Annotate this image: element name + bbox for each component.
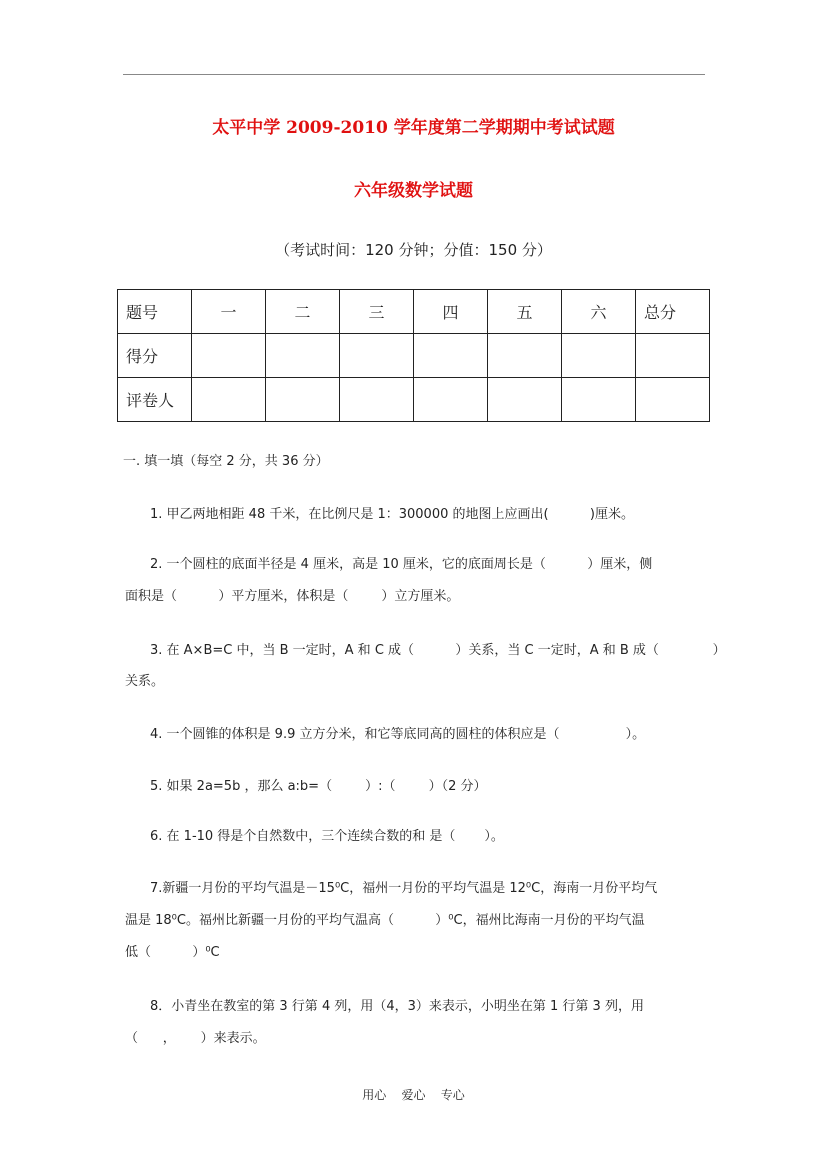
score-cell bbox=[488, 378, 562, 422]
question-3-line-1: 3. 在 A×B=C 中，当 B 一定时，A 和 C 成（ ）关系，当 C 一定时，A 和 B 成（ ） bbox=[150, 643, 726, 658]
score-table bbox=[117, 289, 710, 422]
score-table-row bbox=[118, 378, 710, 422]
score-cell bbox=[192, 378, 266, 422]
question-7-line-2: 温是 18⁰C。福州比新疆一月份的平均气温高（ ）⁰C，福州比海南一月份的平均气温 bbox=[125, 913, 645, 928]
score-cell bbox=[636, 378, 710, 422]
score-cell bbox=[562, 334, 636, 378]
score-table-header-row bbox=[118, 290, 710, 334]
score-header-cell: 二 bbox=[266, 290, 340, 334]
score-header-cell: 题号 bbox=[118, 290, 192, 334]
score-table-row bbox=[118, 334, 710, 378]
question-4: 4. 一个圆锥的体积是 9.9 立方分米，和它等底同高的圆柱的体积应是（ ）。 bbox=[150, 727, 646, 742]
question-7-line-3: 低（ ）⁰C bbox=[125, 945, 220, 960]
score-cell bbox=[266, 334, 340, 378]
question-1: 1. 甲乙两地相距 48 千米，在比例尺是 1：300000 的地图上应画出( )厘米。 bbox=[150, 507, 634, 522]
question-7-line-1: 7.新疆一月份的平均气温是－15⁰C，福州一月份的平均气温是 12⁰C，海南一月份平均气 bbox=[150, 881, 658, 896]
score-header-cell: 总分 bbox=[636, 290, 710, 334]
score-cell bbox=[562, 378, 636, 422]
question-5: 5. 如果 2a=5b ，那么 a:b=（ ）:（ ）（2 分） bbox=[150, 779, 487, 794]
exam-info: （考试时间：120 分钟；分值：150 分） bbox=[275, 241, 552, 259]
header-rule bbox=[123, 74, 705, 75]
score-row-label: 得分 bbox=[118, 334, 192, 378]
score-header-cell: 六 bbox=[562, 290, 636, 334]
score-cell bbox=[266, 378, 340, 422]
score-header-cell: 四 bbox=[414, 290, 488, 334]
score-cell bbox=[340, 334, 414, 378]
score-cell bbox=[636, 334, 710, 378]
score-cell bbox=[414, 378, 488, 422]
score-header-cell: 三 bbox=[340, 290, 414, 334]
exam-subtitle: 六年级数学试题 bbox=[354, 181, 473, 201]
score-cell bbox=[340, 378, 414, 422]
page-footer: 用心 爱心 专心 bbox=[362, 1088, 465, 1102]
score-header-cell: 一 bbox=[192, 290, 266, 334]
score-cell bbox=[488, 334, 562, 378]
score-header-cell: 五 bbox=[488, 290, 562, 334]
question-6: 6. 在 1-10 得是个自然数中，三个连续合数的和 是（ ）。 bbox=[150, 829, 504, 844]
score-cell bbox=[192, 334, 266, 378]
exam-title: 太平中学 2009-2010 学年度第二学期期中考试试题 bbox=[212, 118, 615, 138]
question-3-line-2: 关系。 bbox=[125, 674, 165, 689]
score-row-label: 评卷人 bbox=[118, 378, 192, 422]
question-8-line-2: （ ， ）来表示。 bbox=[125, 1031, 266, 1046]
question-8-line-1: 8．小青坐在教室的第 3 行第 4 列，用（4，3）来表示，小明坐在第 1 行第 3 列，用 bbox=[150, 999, 644, 1014]
question-2-line-2: 面积是（ ）平方厘米，体积是（ ）立方厘米。 bbox=[125, 589, 460, 604]
section-heading: 一. 填一填（每空 2 分，共 36 分） bbox=[123, 454, 329, 469]
score-cell bbox=[414, 334, 488, 378]
question-2-line-1: 2. 一个圆柱的底面半径是 4 厘米，高是 10 厘米，它的底面周长是（ ）厘米，侧 bbox=[150, 557, 653, 572]
